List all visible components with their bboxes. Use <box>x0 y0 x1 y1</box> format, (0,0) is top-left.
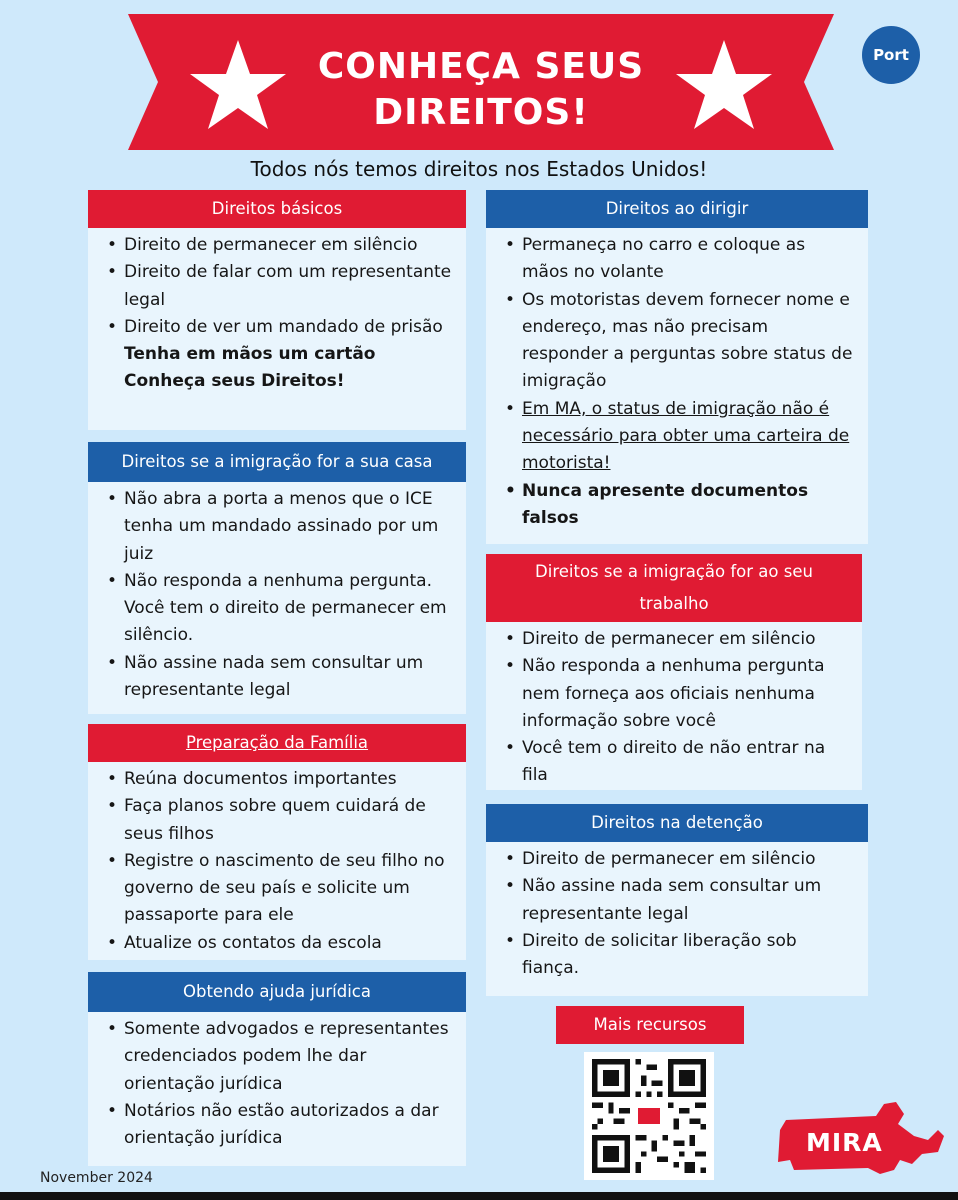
card-legal-help <box>88 972 466 1166</box>
highlight-text: Tenha em mãos um cartão Conheça seus Direitos! <box>124 344 376 392</box>
list-item: • Direito de permanecer em silêncio <box>502 846 856 873</box>
list-item: • Direito de permanecer em silêncio <box>104 232 454 259</box>
list-item: • Não assine nada sem consultar um representante legal <box>104 650 454 705</box>
card-header: Direitos se a imigração for a sua casa <box>88 442 466 482</box>
qr-code[interactable] <box>584 1052 714 1180</box>
language-badge[interactable]: Port <box>862 26 920 84</box>
card-work-rights <box>486 554 862 790</box>
list-item: • Reúna documentos importantes <box>104 766 454 793</box>
qr-icon <box>592 1059 706 1173</box>
list-item: • Direito de permanecer em silêncio <box>502 626 850 653</box>
list-item: • Direito de ver um mandado de prisão <box>104 314 454 341</box>
list <box>88 482 466 710</box>
logo-text: MIRA <box>806 1128 883 1157</box>
resources-header: Mais recursos <box>556 1006 744 1044</box>
list <box>88 1012 466 1158</box>
subtitle: Todos nós temos direitos nos Estados Unidos! <box>250 157 708 181</box>
bottom-bar <box>0 1192 958 1200</box>
card-basic-rights <box>88 190 466 430</box>
list-item: • Não responda a nenhuma pergunta. Você tem o direito de permanecer em silêncio. <box>104 568 454 650</box>
card-header: Direitos básicos <box>88 190 466 228</box>
list <box>486 622 862 796</box>
list-item-link[interactable]: • Em MA, o status de imigração não é necessário para obter uma carteira de motorista! <box>502 396 856 478</box>
list-item: • Nunca apresente documentos falsos <box>502 478 856 533</box>
page-title: CONHEÇA SEUS DIREITOS! <box>317 46 645 133</box>
card-header: Direitos na detenção <box>486 804 868 842</box>
list-item: • Os motoristas devem fornecer nome e endereço, mas não precisam responder a perguntas sobre status de imigração <box>502 287 856 396</box>
list-item: • Atualize os contatos da escola <box>104 930 454 957</box>
list-item: • Você tem o direito de não entrar na fila <box>502 735 850 790</box>
list <box>88 762 466 963</box>
mira-logo <box>772 1090 948 1186</box>
card-driving-rights <box>486 190 868 544</box>
card-header[interactable]: Preparação da Família <box>88 724 466 762</box>
card-header: Direitos ao dirigir <box>486 190 868 228</box>
list <box>486 228 868 538</box>
list-item: • Faça planos sobre quem cuidará de seus filhos <box>104 793 454 848</box>
list-item: • Direito de solicitar liberação sob fiança. <box>502 928 856 983</box>
list-item: • Não responda a nenhuma pergunta nem forneça aos oficiais nenhuma informação sobre você <box>502 653 850 735</box>
list-item: • Direito de falar com um representante legal <box>104 259 454 314</box>
list-item: • Notários não estão autorizados a dar orientação jurídica <box>104 1098 454 1153</box>
card-family-preparation <box>88 724 466 960</box>
list <box>486 842 868 988</box>
list-item: • Registre o nascimento de seu filho no governo de seu país e solicite um passaporte para ele <box>104 848 454 930</box>
footer-date: November 2024 <box>40 1170 153 1186</box>
list-item: • Não assine nada sem consultar um representante legal <box>502 873 856 928</box>
card-header: Direitos se a imigração for ao seu trabalho <box>486 554 862 622</box>
list <box>88 228 466 402</box>
card-header: Obtendo ajuda jurídica <box>88 972 466 1012</box>
header-banner <box>128 14 834 150</box>
list-item: • Não abra a porta a menos que o ICE tenha um mandado assinado por um juiz <box>104 486 454 568</box>
list-item: • Somente advogados e representantes credenciados podem lhe dar orientação jurídica <box>104 1016 454 1098</box>
list-item: • Permaneça no carro e coloque as mãos no volante <box>502 232 856 287</box>
card-home-rights <box>88 442 466 714</box>
card-detention-rights <box>486 804 868 996</box>
